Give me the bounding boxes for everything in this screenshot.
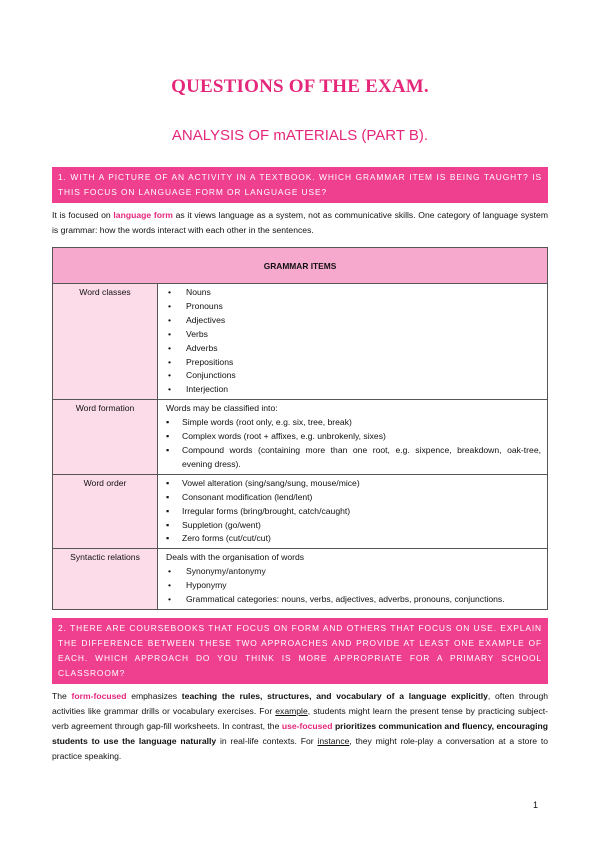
table-row — [53, 549, 548, 610]
answer-2-text-3: , often through activities like grammar drills or vocabulary exercises. For — [52, 691, 549, 716]
syntactic-relations-list — [166, 565, 541, 607]
list-item: • Conjunctions — [166, 369, 541, 383]
list-item: • Interjection — [166, 383, 541, 397]
answer-1-paragraph — [52, 208, 548, 238]
row-content-word-classes — [158, 284, 548, 400]
grammar-items-table — [52, 247, 548, 610]
list-item: • Adverbs — [166, 342, 541, 356]
list-item: • Adjectives — [166, 314, 541, 328]
question-1-box: 1. WITH A PICTURE OF AN ACTIVITY IN A TEXTBOOK. WHICH GRAMMAR ITEM IS BEING TAUGHT? IS THIS FOCUS ON LANGUAGE FORM OR LANGUAGE USE? — [52, 167, 548, 203]
table-header: GRAMMAR ITEMS — [53, 248, 548, 284]
list-item: • Pronouns — [166, 300, 541, 314]
answer-2-text-1: The — [52, 691, 67, 701]
list-item: ▪ Suppletion (go/went) — [166, 519, 541, 533]
answer-2-text-2: emphasizes — [131, 691, 178, 701]
list-item: ▪ Simple words (root only, e.g. six, tree, break) — [166, 416, 541, 430]
row-label-word-order: Word order — [53, 474, 158, 549]
list-item: • Verbs — [166, 328, 541, 342]
list-item: ▪ Complex words (root + affixes, e.g. unbrokenly, sixes) — [166, 430, 541, 444]
list-item: ▪ Vowel alteration (sing/sang/sung, mouse/mice) — [166, 477, 541, 491]
list-item: • Synonymy/antonymy — [166, 565, 541, 579]
row-content-syntactic-relations — [158, 549, 548, 610]
form-focused-highlight: form-focused — [71, 691, 127, 701]
table-row — [53, 284, 548, 400]
list-item: ▪ Irregular forms (bring/brought, catch/caught) — [166, 505, 541, 519]
answer-2-bold-1: teaching the rules, structures, and vocabulary of a language explicitly — [181, 691, 488, 701]
document-subtitle: ANALYSIS OF mATERIALS (PART B). — [171, 127, 429, 144]
document-title: QUESTIONS OF THE EXAM. — [171, 76, 429, 97]
list-item: • Prepositions — [166, 356, 541, 370]
table-row — [53, 474, 548, 549]
list-item: ▪ Compound words (containing more than one root, e.g. sixpence, breakdown, oak-tree, evening dress). — [166, 444, 541, 472]
instance-underlined: instance — [317, 736, 350, 746]
word-formation-intro: Words may be classified into: — [166, 403, 278, 414]
answer-2-text-4: , students might learn the present tense by practicing subject-verb agreement through gap-fill worksheets. In contrast, the — [52, 706, 548, 731]
list-item: • Nouns — [166, 286, 541, 300]
syntactic-relations-intro: Deals with the organisation of words — [166, 552, 305, 563]
row-label-syntactic-relations: Syntactic relations — [53, 549, 158, 610]
answer-1-text-b: as it views language as a system, not as communicative skills. One category of language system is grammar: how the words interact with each other in the sentences. — [52, 210, 548, 235]
list-item: ▪ Zero forms (cut/cut/cut) — [166, 532, 541, 546]
answer-2-paragraph — [52, 689, 548, 764]
row-label-word-classes: Word classes — [53, 284, 158, 400]
use-focused-highlight: use-focused — [281, 721, 333, 731]
word-formation-list — [166, 416, 541, 472]
answer-2-bold-2: prioritizes communication and fluency, encouraging students to use the language naturally — [52, 721, 549, 746]
list-item: • Hyponymy — [166, 579, 541, 593]
language-form-highlight: language form — [113, 210, 173, 220]
page-number: 1 — [533, 800, 539, 810]
list-item: • Grammatical categories: nouns, verbs, adjectives, adverbs, pronouns, conjunctions. — [166, 593, 541, 607]
list-item: ▪ Consonant modification (lend/lent) — [166, 491, 541, 505]
table-row — [53, 400, 548, 475]
row-content-word-formation — [158, 400, 548, 475]
example-underlined: example — [275, 706, 308, 716]
word-classes-list — [166, 286, 541, 397]
answer-2-text-6: , they might role-play a conversation at a store to practice speaking. — [52, 736, 549, 761]
row-content-word-order — [158, 474, 548, 549]
question-2-box: 2. THERE ARE COURSEBOOKS THAT FOCUS ON FORM AND OTHERS THAT FOCUS ON USE. EXPLAIN THE DIFFERENCE BETWEEN THESE TWO APPROACHES AND PROVIDE AT LEAST ONE EXAMPLE OF EACH. WHICH APPROACH DO YOU THINK IS MORE APPROPRIATE FOR A PRIMARY SCHOOL CLASSROOM? — [52, 618, 548, 684]
answer-2-text-5: in real-life contexts. For — [220, 736, 314, 746]
word-order-list — [166, 477, 541, 547]
row-label-word-formation: Word formation — [53, 400, 158, 475]
answer-1-text-a: It is focused on — [52, 210, 111, 220]
